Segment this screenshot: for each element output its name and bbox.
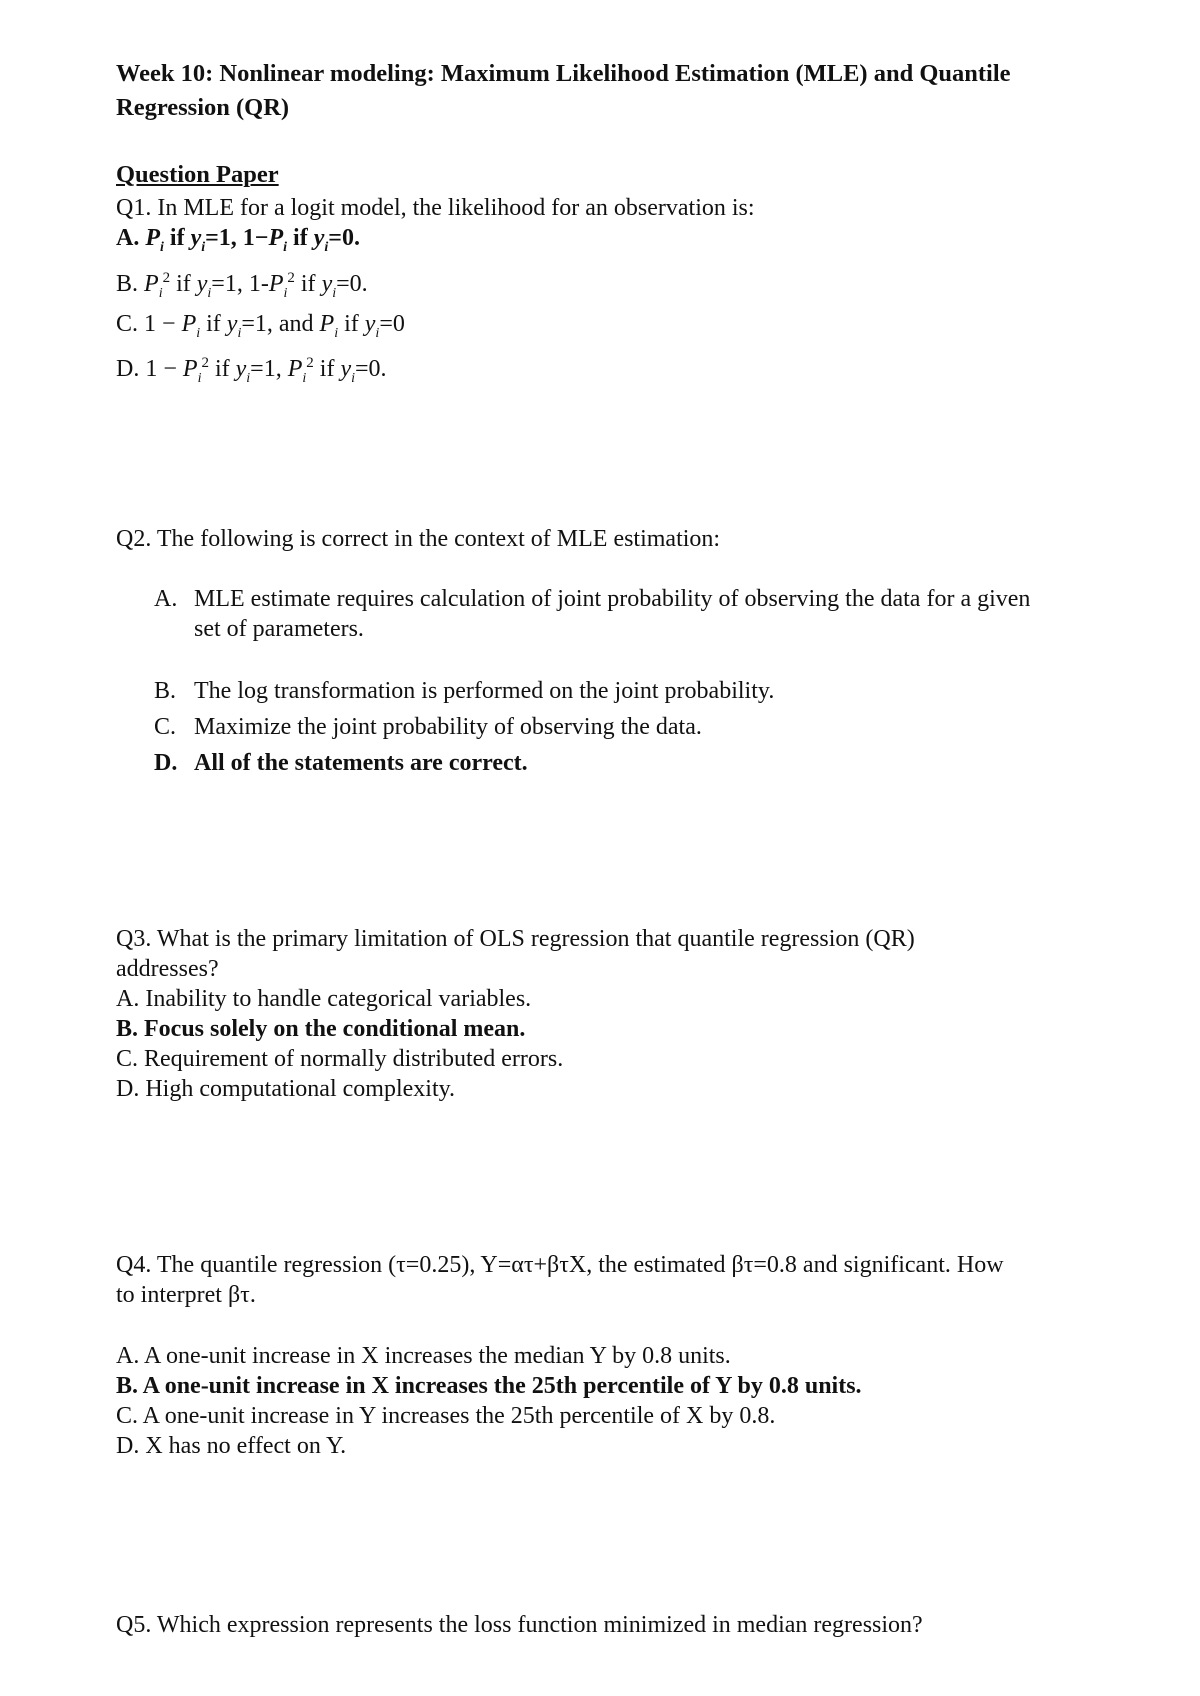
- question-2-option-c: C. Maximize the joint probability of observing the data.: [154, 714, 702, 740]
- question-4-options: [116, 1341, 1096, 1461]
- question-1-stem: Q1. In MLE for a logit model, the likelihood for an observation is:: [116, 195, 755, 221]
- question-2-option-a: A. MLE estimate requires calculation of joint probability of observing the data for a given set of parameters.: [154, 586, 1031, 642]
- question-4-option-a: A. A one-unit increase in X increases the median Y by 0.8 units.: [116, 1343, 731, 1369]
- question-1-option-c: C. $1 - P_i$ if $y_i=1$, and $P_i$ if $y_i=0$: [116, 310, 405, 341]
- question-4-option-c: C. A one-unit increase in Y increases the 25th percentile of X by 0.8.: [116, 1403, 776, 1429]
- question-4-stem-line-1: Q4. The quantile regression (τ=0.25), Y=ατ+βτX, the estimated βτ=0.8 and significant. How: [116, 1252, 1004, 1278]
- question-4-stem: [116, 1250, 1096, 1310]
- question-1-option-b: B. $P_i^2$ if $y_i=1$, $1-P_i^2$ if $y_i=0$.: [116, 269, 368, 301]
- question-4-stem-line-2: to interpret βτ.: [116, 1282, 256, 1308]
- page-title: Week 10: Nonlinear modeling: Maximum Likelihood Estimation (MLE) and Quantile Regression (QR): [116, 60, 1011, 121]
- question-1-option-d: D. $1 - P_i^2$ if $y_i=1$, $P_i^2$ if $y_i=0$.: [116, 355, 387, 387]
- question-2-option-b: B. The log transformation is performed on the joint probability.: [154, 678, 775, 704]
- question-4-option-b: B. A one-unit increase in X increases the 25th percentile of Y by 0.8 units.: [116, 1373, 862, 1399]
- section-heading: Question Paper: [116, 161, 279, 188]
- question-4-option-d: D. X has no effect on Y.: [116, 1433, 347, 1459]
- question-3: [116, 924, 1096, 1104]
- question-2-stem: Q2. The following is correct in the context of MLE estimation:: [116, 526, 721, 552]
- question-3-option-b: B. Focus solely on the conditional mean.: [116, 1016, 526, 1042]
- question-3-option-a: A. Inability to handle categorical variables.: [116, 986, 532, 1012]
- question-3-stem-line-1: Q3. What is the primary limitation of OLS regression that quantile regression (QR): [116, 926, 915, 952]
- question-5-stem: Q5. Which expression represents the loss function minimized in median regression?: [116, 1612, 923, 1638]
- question-3-stem-line-2: addresses?: [116, 956, 219, 982]
- question-1-option-a: A. $P_i$ if $y_i=1$, $1-P_i$ if $y_i=0$.: [116, 225, 360, 255]
- question-2-option-d: D. All of the statements are correct.: [154, 750, 528, 776]
- question-1: [116, 193, 1096, 394]
- question-3-option-d: D. High computational complexity.: [116, 1076, 456, 1102]
- question-3-option-c: C. Requirement of normally distributed errors.: [116, 1046, 564, 1072]
